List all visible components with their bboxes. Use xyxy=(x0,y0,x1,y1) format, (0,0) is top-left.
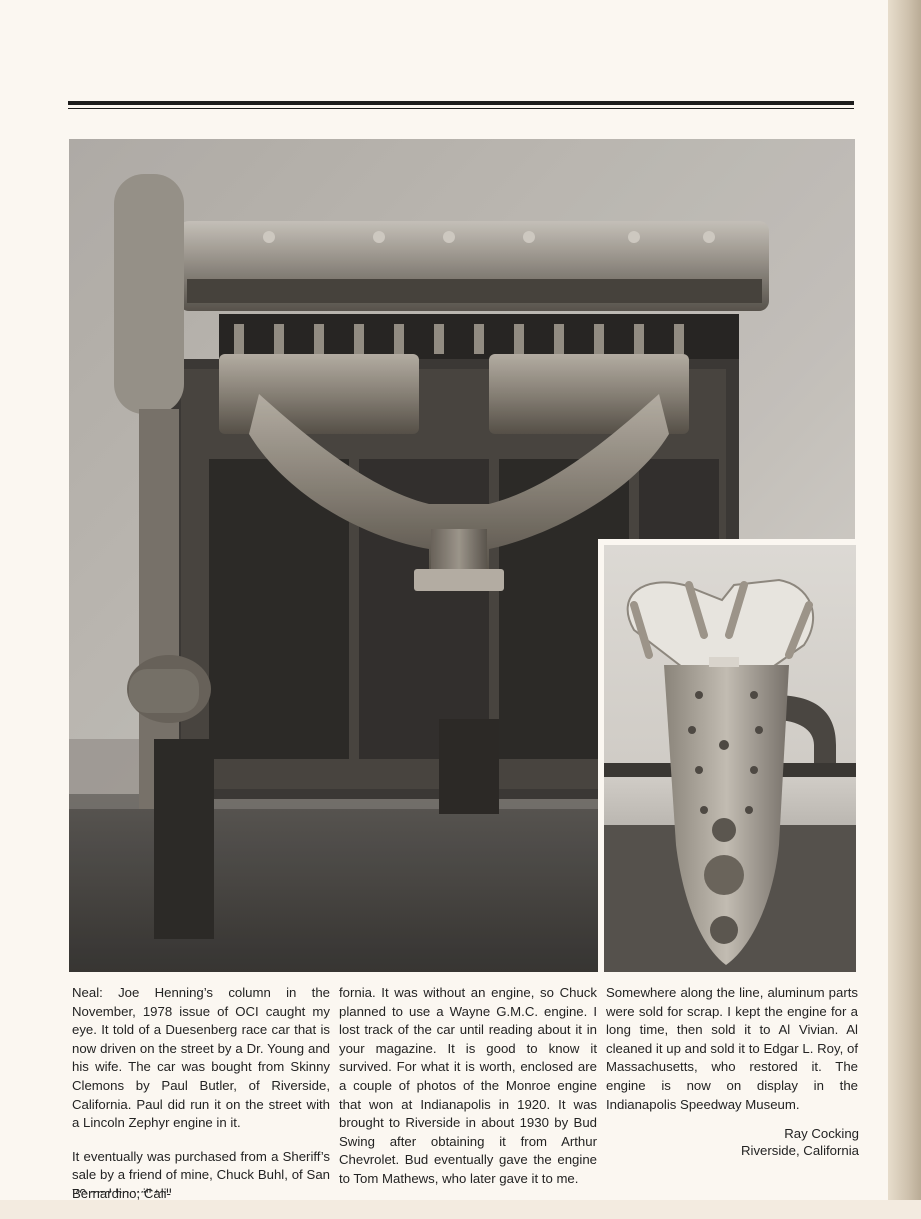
article-column-2 xyxy=(339,984,597,1204)
signature xyxy=(741,1125,859,1159)
signature-name: Ray Cocking xyxy=(784,1126,859,1141)
signature-place: Riverside, California xyxy=(741,1143,859,1158)
article-paragraph: Neal: Joe Henning’s column in the November, 1978 issue of OCI caught my eye. It told of a Duesenberg race car that is now driven on the street by a Dr. Young and his wife. The car was bought from Skinny Clemons by Paul Butler, of Riverside, California. Paul did run it on the street with a Lincoln Zephyr engine in it. xyxy=(72,985,330,1131)
page-edge-shadow xyxy=(888,0,921,1200)
article-paragraph: It eventually was purchased from a Sheriff’s sale by a friend of mine, Chuck Buhl, of San Bernardino, Cali- xyxy=(72,1148,330,1201)
header-rule-thin xyxy=(68,108,854,109)
article-paragraph: fornia. It was without an engine, so Chuck planned to use a Wayne G.M.C. engine. I lost track of the car until reading about it in your magazine. It is good to know it survived. For what it is worth, enclosed are a couple of photos of the Monroe engine that won at Indianapolis in 1920. It was brought to Riverside in about 1930 by Bud Swing after obtaining it from Arthur Chevrolet. Bud eventually gave the engine to Tom Mathews, who later gave it to me. xyxy=(339,985,597,1186)
article-column-3 xyxy=(606,984,858,1129)
engine-front-photo xyxy=(598,539,856,972)
header-rule-thick xyxy=(68,101,854,105)
article-paragraph: Somewhere along the line, aluminum parts were sold for scrap. I kept the engine for a long time, then sold it to Al Vivian. Al cleaned it up and sold it to Edgar L. Roy, of Massachusetts, who restored it. The engine is now on display in the Indianapolis Speedway Museum. xyxy=(606,985,858,1112)
article-column-1 xyxy=(72,984,330,1219)
